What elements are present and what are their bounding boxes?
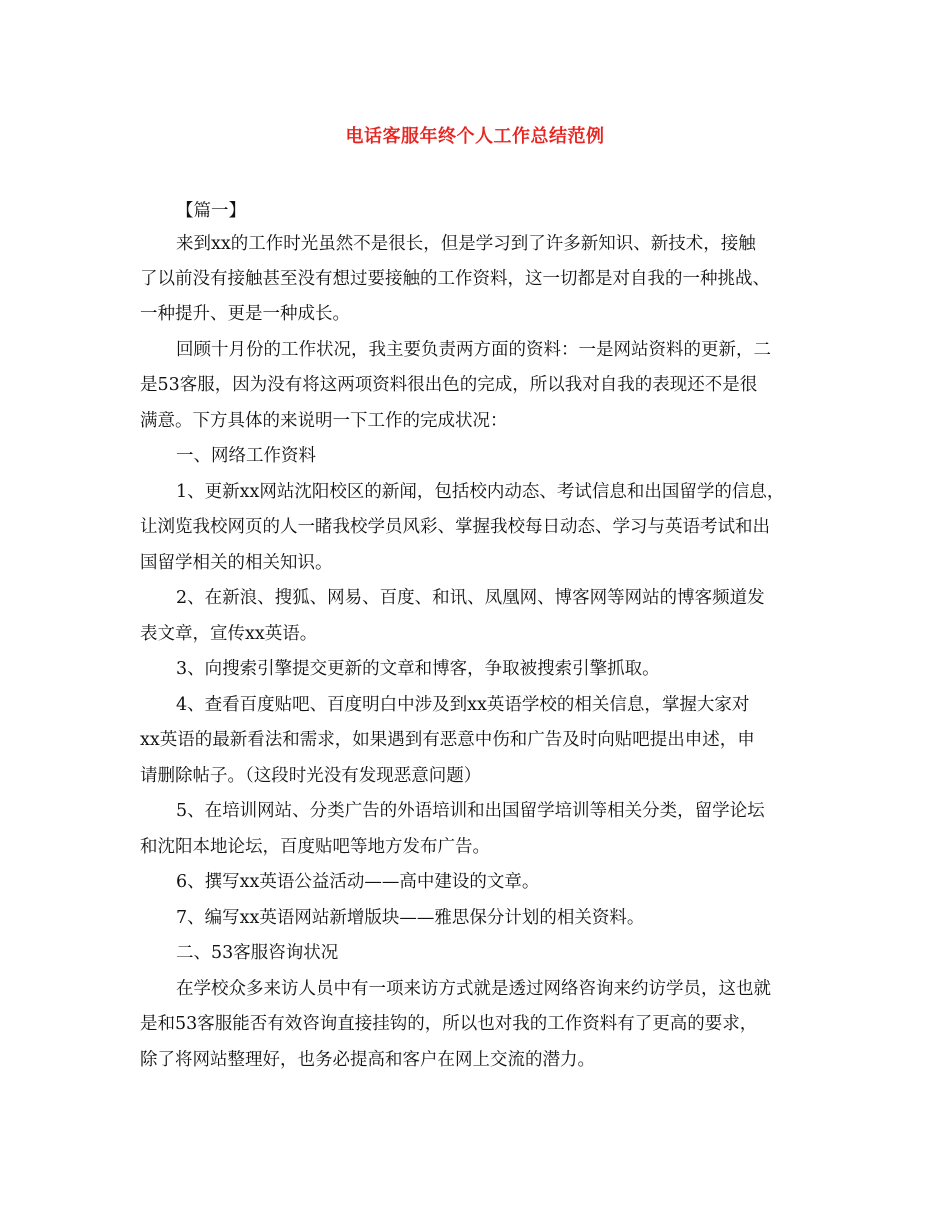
paragraph-line: xx英语的最新看法和需求，如果遇到有恶意中伤和广告及时向贴吧提出申述，申 <box>140 730 755 750</box>
paragraph-line: 请删除帖子。（这段时光没有发现恶意问题） <box>140 766 482 786</box>
paragraph-line: 5、在培训网站、分类广告的外语培训和出国留学培训等相关分类，留学论坛 <box>176 801 765 821</box>
paragraph-line: 和沈阳本地论坛，百度贴吧等地方发布广告。 <box>140 837 490 857</box>
subheading: 一、网络工作资料 <box>176 446 316 466</box>
paragraph-line: 是53客服，因为没有将这两项资料很出色的完成，所以我对自我的表现还不是很 <box>140 375 758 395</box>
paragraph-line: 是和53客服能否有效咨询直接挂钩的，所以也对我的工作资料有了更高的要求， <box>140 1014 758 1034</box>
paragraph-line: 4、查看百度贴吧、百度明白中涉及到xx英语学校的相关信息，掌握大家对 <box>176 695 750 715</box>
paragraph-line: 让浏览我校网页的人一睹我校学员风彩、掌握我校每日动态、学习与英语考试和出 <box>140 517 770 537</box>
paragraph-line: 3、向搜索引擎提交更新的文章和博客，争取被搜索引擎抓取。 <box>176 659 660 679</box>
paragraph-line: 1、更新xx网站沈阳校区的新闻，包括校内动态、考试信息和出国留学的信息， <box>176 482 785 502</box>
subheading: 二、53客服咨询状况 <box>176 943 339 963</box>
paragraph-line: 回顾十月份的工作状况，我主要负责两方面的资料：一是网站资料的更新，二 <box>176 340 771 360</box>
paragraph-line: 6、撰写xx英语公益活动——高中建设的文章。 <box>176 872 540 892</box>
paragraph-line: 在学校众多来访人员中有一项来访方式就是透过网络咨询来约访学员，这也就 <box>176 979 771 999</box>
paragraph-line: 除了将网站整理好，也务必提高和客户在网上交流的潜力。 <box>140 1050 595 1070</box>
section-heading: 【篇一】 <box>176 201 246 221</box>
paragraph-line: 来到xx的工作时光虽然不是很长，但是学习到了许多新知识、新技术，接触 <box>176 234 756 254</box>
paragraph-line: 7、编写xx英语网站新增版块——雅思保分计划的相关资料。 <box>176 908 645 928</box>
paragraph-line: 国留学相关的相关知识。 <box>140 553 333 573</box>
paragraph-line: 满意。下方具体的来说明一下工作的完成状况： <box>140 411 508 431</box>
paragraph-line: 一种提升、更是一种成长。 <box>140 304 350 324</box>
paragraph-line: 2、在新浪、搜狐、网易、百度、和讯、凤凰网、博客网等网站的博客频道发 <box>176 588 765 608</box>
paragraph-line: 表文章，宣传xx英语。 <box>140 624 318 644</box>
paragraph-line: 了以前没有接触甚至没有想过要接触的工作资料，这一切都是对自我的一种挑战、 <box>140 269 770 289</box>
document-title: 电话客服年终个人工作总结范例 <box>345 126 605 147</box>
